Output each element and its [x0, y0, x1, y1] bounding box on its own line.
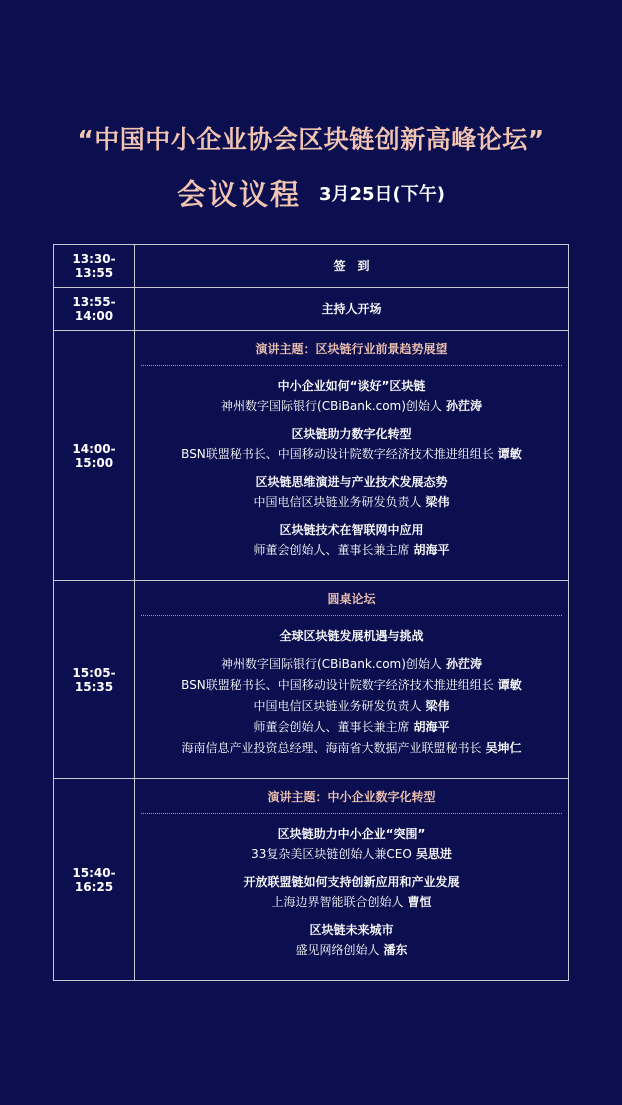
speaker-name: 梁伟 [425, 495, 450, 509]
session-heading: 演讲主题：中小企业数字化转型 [141, 779, 562, 814]
panelist [135, 717, 568, 738]
agenda-row-checkin [54, 245, 569, 288]
agenda-row-session-2 [54, 779, 569, 981]
agenda-label: 会议议程 [176, 177, 301, 212]
speaker-role: 上海边界智能联合创始人 [271, 895, 404, 909]
roundtable-topic: 全球区块链发展机遇与挑战 [279, 629, 424, 643]
time-cell: 14:00-15:00 [54, 331, 135, 581]
content-cell [135, 331, 569, 581]
event-title: “中国中小企业协会区块链创新高峰论坛” [77, 125, 545, 154]
talk-title: 区块链未来城市 [309, 923, 394, 937]
opening-label: 主持人开场 [321, 302, 382, 316]
agenda-row-session-1 [54, 331, 569, 581]
talk-speaker [135, 540, 568, 560]
session-heading: 演讲主题：区块链行业前景趋势展望 [141, 331, 562, 366]
talk-title: 区块链助力数字化转型 [291, 427, 412, 441]
time-cell: 15:05-15:35 [54, 581, 135, 779]
talk-speaker [135, 892, 568, 912]
panelist-role: 神州数字国际银行(CBiBank.com)创始人 [221, 657, 442, 671]
talk-speaker [135, 492, 568, 512]
talk-title: 开放联盟链如何支持创新应用和产业发展 [243, 875, 460, 889]
panelist [135, 675, 568, 696]
speaker-name: 曹恒 [407, 895, 432, 909]
panelist-name: 吴坤仁 [485, 741, 522, 755]
panelist-name: 谭敏 [497, 678, 522, 692]
panelist-role: 中国电信区块链业务研发负责人 [253, 699, 422, 713]
speaker-name: 谭敏 [497, 447, 522, 461]
content-cell [135, 245, 569, 288]
panelist [135, 738, 568, 759]
agenda-row-roundtable [54, 581, 569, 779]
speaker-name: 吴思进 [415, 847, 452, 861]
panelist-role: BSN联盟秘书长、中国移动设计院数字经济技术推进组组长 [181, 678, 494, 692]
agenda-date: 3月25日(下午) [318, 183, 446, 205]
talk-speaker [135, 396, 568, 416]
agenda-table [53, 244, 569, 981]
speaker-role: BSN联盟秘书长、中国移动设计院数字经济技术推进组组长 [181, 447, 494, 461]
content-cell [135, 779, 569, 981]
time-cell: 13:55-14:00 [54, 288, 135, 331]
talk-title: 中小企业如何“谈好”区块链 [277, 379, 426, 393]
talk-speaker [135, 844, 568, 864]
panelist [135, 696, 568, 717]
content-cell [135, 288, 569, 331]
talk-title: 区块链思维演进与产业技术发展态势 [255, 475, 448, 489]
speaker-role: 中国电信区块链业务研发负责人 [253, 495, 422, 509]
content-cell [135, 581, 569, 779]
talk-speaker [135, 444, 568, 464]
panelist-name: 孙茳涛 [445, 657, 482, 671]
talk-title: 区块链助力中小企业“突围” [277, 827, 426, 841]
agenda-heading [0, 172, 622, 217]
time-cell: 13:30-13:55 [54, 245, 135, 288]
speaker-role: 盛见网络创始人 [295, 943, 380, 957]
time-cell: 15:40-16:25 [54, 779, 135, 981]
speaker-name: 孙茳涛 [445, 399, 482, 413]
speaker-name: 潘东 [383, 943, 408, 957]
panelist-name: 胡海平 [413, 720, 450, 734]
panelist-role: 师董会创始人、董事长兼主席 [253, 720, 410, 734]
panelist-name: 梁伟 [425, 699, 450, 713]
panelist [135, 654, 568, 675]
speaker-role: 神州数字国际银行(CBiBank.com)创始人 [221, 399, 442, 413]
talk-speaker [135, 940, 568, 960]
checkin-label: 签 到 [333, 259, 370, 273]
speaker-name: 胡海平 [413, 543, 450, 557]
agenda-row-opening [54, 288, 569, 331]
session-heading: 圆桌论坛 [141, 581, 562, 616]
panelist-role: 海南信息产业投资总经理、海南省大数据产业联盟秘书长 [181, 741, 482, 755]
speaker-role: 师董会创始人、董事长兼主席 [253, 543, 410, 557]
talk-title: 区块链技术在智联网中应用 [279, 523, 424, 537]
speaker-role: 33复杂美区块链创始人兼CEO [251, 847, 412, 861]
